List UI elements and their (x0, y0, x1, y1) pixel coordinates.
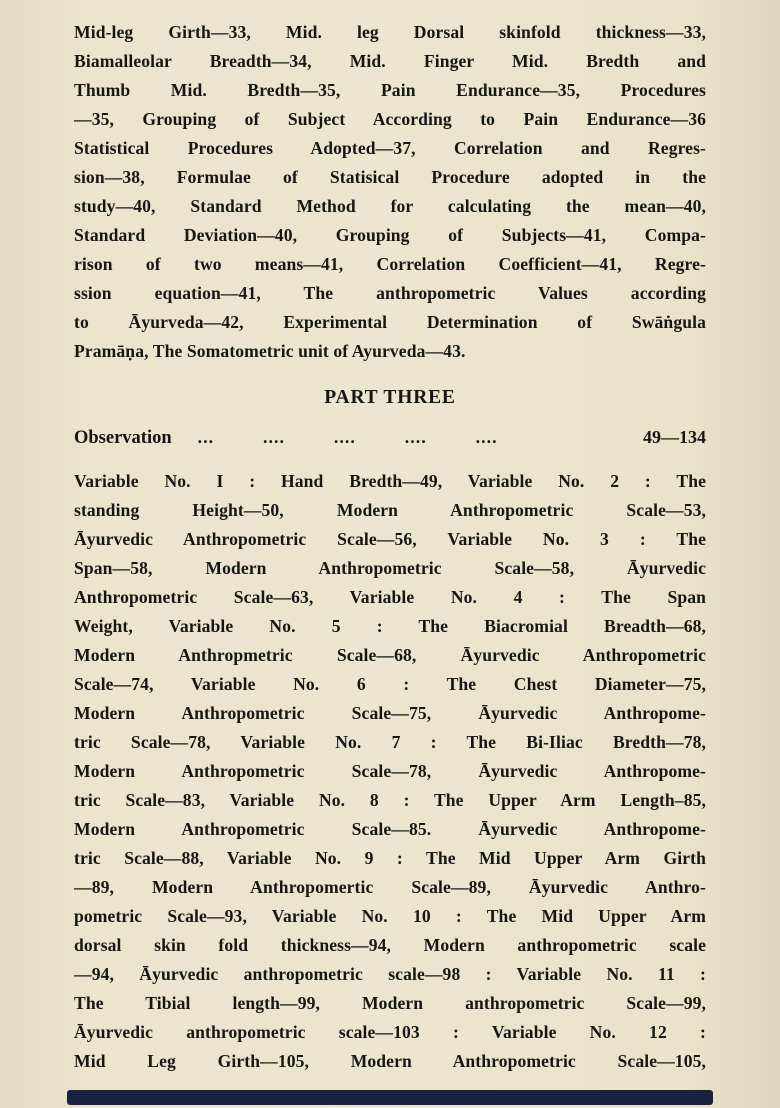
text-line: standing Height—50, Modern Anthropometric Scale—53, (74, 500, 706, 520)
observation-page-range: 49—134 (643, 427, 706, 447)
text-line: Weight, Variable No. 5 : The Biacromial Breadth—68, (74, 616, 706, 636)
text-line: Anthropometric Scale—63, Variable No. 4 : The Span (74, 587, 706, 607)
text-line: The Tibial length—99, Modern anthropometric Scale—99, (74, 993, 706, 1013)
text-line: Modern Anthropometric Scale—78, Āyurvedic Anthropome- (74, 761, 706, 781)
text-line: Standard Deviation—40, Grouping of Subjects—41, Compa- (74, 225, 706, 245)
scan-bottom-bar (67, 1090, 713, 1105)
text-line: Mid Leg Girth—105, Modern Anthropometric Scale—105, (74, 1051, 706, 1071)
part-three-heading: PART THREE (324, 387, 456, 408)
text-line: Modern Anthropmetric Scale—68, Āyurvedic Anthropometric (74, 645, 706, 665)
text-line: rison of two means—41, Correlation Coefficient—41, Regre- (74, 254, 706, 274)
text-line: Mid-leg Girth—33, Mid. leg Dorsal skinfold thickness—33, (74, 22, 706, 42)
text-line: sion—38, Formulae of Statisical Procedure adopted in the (74, 167, 706, 187)
text-line: tric Scale—88, Variable No. 9 : The Mid Upper Arm Girth (74, 848, 706, 868)
text-line: —35, Grouping of Subject According to Pain Endurance—36 (74, 109, 706, 129)
toc-paragraph-part-two (74, 18, 706, 366)
text-line: tric Scale—78, Variable No. 7 : The Bi-Iliac Bredth—78, (74, 732, 706, 752)
text-line: Biamalleolar Breadth—34, Mid. Finger Mid. Bredth and (74, 51, 706, 71)
text-line: pometric Scale—93, Variable No. 10 : The Mid Upper Arm (74, 906, 706, 926)
dot-group: .... (404, 427, 427, 447)
text-line: Modern Anthropometric Scale—85. Āyurvedic Anthropome- (74, 819, 706, 839)
text-line: tric Scale—83, Variable No. 8 : The Upper Arm Length–85, (74, 790, 706, 810)
text-line: Statistical Procedures Adopted—37, Correlation and Regres- (74, 138, 706, 158)
leader-dots (198, 422, 498, 452)
text-line: Thumb Mid. Bredth—35, Pain Endurance—35, Procedures (74, 80, 706, 100)
observation-row (74, 422, 706, 452)
text-line: Āyurvedic Anthropometric Scale—56, Variable No. 3 : The (74, 529, 706, 549)
text-line: dorsal skin fold thickness—94, Modern anthropometric scale (74, 935, 706, 955)
text-line: —94, Āyurvedic anthropometric scale—98 : Variable No. 11 : (74, 964, 706, 984)
dot-group: .... (263, 427, 286, 447)
text-line: Pramāṇa, The Somatometric unit of Ayurveda—43. (74, 341, 466, 361)
text-line: to Āyurveda—42, Experimental Determination of Swāṅgula (74, 312, 706, 332)
text-line: Scale—74, Variable No. 6 : The Chest Diameter—75, (74, 674, 706, 694)
toc-paragraph-part-three (74, 467, 706, 1076)
scanned-page (74, 0, 706, 1076)
dot-group: .... (333, 427, 356, 447)
text-line: study—40, Standard Method for calculating the mean—40, (74, 196, 706, 216)
text-line: —89, Modern Anthropomertic Scale—89, Āyurvedic Anthro- (74, 877, 706, 897)
text-line: Modern Anthropometric Scale—75, Āyurvedic Anthropome- (74, 703, 706, 723)
dot-group: .... (475, 427, 498, 447)
text-line: Span—58, Modern Anthropometric Scale—58, Āyurvedic (74, 558, 706, 578)
observation-label: Observation (74, 428, 172, 448)
text-line: Variable No. I : Hand Bredth—49, Variable No. 2 : The (74, 471, 706, 491)
text-line: Āyurvedic anthropometric scale—103 : Variable No. 12 : (74, 1022, 706, 1042)
text-line: ssion equation—41, The anthropometric Values according (74, 283, 706, 303)
dot-group: ... (197, 427, 215, 447)
